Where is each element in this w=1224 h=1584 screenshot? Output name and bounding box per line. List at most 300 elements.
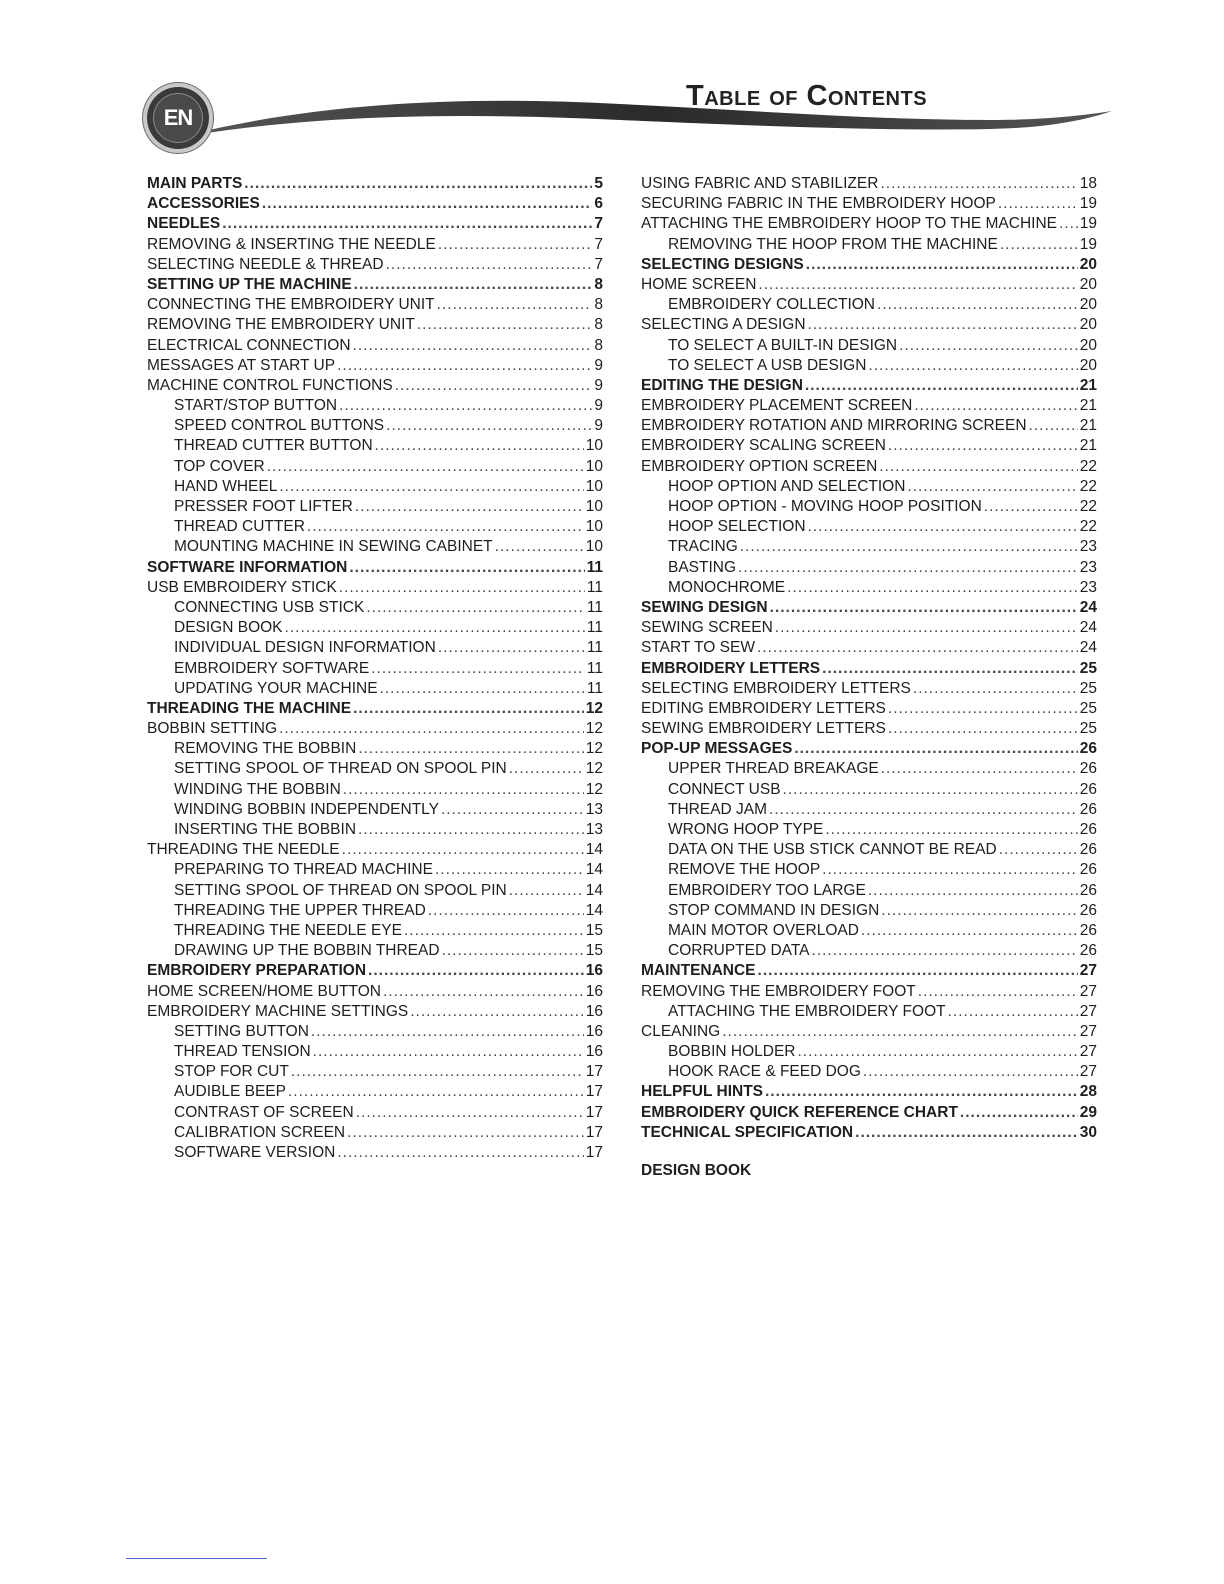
dot-leader bbox=[913, 680, 1078, 698]
toc-entry[interactable] bbox=[641, 256, 1097, 276]
toc-entry-title: UPDATING YOUR MACHINE bbox=[174, 679, 378, 697]
toc-entry-title: ELECTRICAL CONNECTION bbox=[147, 336, 351, 354]
toc-entry[interactable] bbox=[147, 518, 603, 538]
toc-entry-page: 11 bbox=[586, 639, 603, 657]
toc-entry-page: 20 bbox=[1079, 356, 1097, 374]
toc-entry-title: HOOK RACE & FEED DOG bbox=[668, 1063, 861, 1081]
toc-entry-page: 26 bbox=[1079, 760, 1097, 778]
toc-entry-title: MAIN PARTS bbox=[147, 175, 243, 192]
dot-leader bbox=[279, 720, 584, 738]
dot-leader bbox=[509, 882, 584, 900]
toc-entry[interactable] bbox=[641, 276, 1097, 296]
toc-entry-page: 29 bbox=[1079, 1103, 1097, 1121]
toc-entry-page: 8 bbox=[594, 316, 603, 334]
toc-entry[interactable] bbox=[641, 1083, 1097, 1103]
toc-entry-title: SEWING EMBROIDERY LETTERS bbox=[641, 720, 886, 738]
toc-entry[interactable] bbox=[147, 256, 603, 276]
dot-leader bbox=[794, 740, 1077, 758]
toc-entry[interactable] bbox=[641, 498, 1097, 518]
toc-entry-title: CONNECTING THE EMBROIDERY UNIT bbox=[147, 296, 435, 314]
toc-entry-title: SPEED CONTROL BUTTONS bbox=[174, 417, 385, 435]
toc-entry[interactable] bbox=[641, 1063, 1097, 1083]
toc-entry[interactable] bbox=[147, 337, 603, 357]
toc-entry-title: BOBBIN SETTING bbox=[147, 720, 278, 738]
dot-leader bbox=[279, 478, 583, 496]
toc-entry-title: DATA ON THE USB STICK CANNOT BE READ bbox=[668, 841, 997, 859]
toc-entry[interactable] bbox=[147, 498, 603, 518]
toc-entry[interactable] bbox=[147, 942, 603, 962]
toc-entry[interactable] bbox=[147, 1104, 603, 1124]
toc-entry-title: SETTING SPOOL OF THREAD ON SPOOL PIN bbox=[174, 760, 507, 778]
toc-entry-page: 14 bbox=[585, 901, 603, 919]
toc-entry[interactable] bbox=[147, 1043, 603, 1063]
dot-leader bbox=[355, 498, 584, 516]
toc-entry-title: POP-UP MESSAGES bbox=[641, 740, 793, 758]
toc-entry[interactable] bbox=[641, 882, 1097, 902]
toc-entry-page: 11 bbox=[586, 659, 603, 677]
toc-entry-title: REMOVING THE BOBBIN bbox=[174, 740, 357, 758]
toc-entry-title: MAINTENANCE bbox=[641, 962, 756, 980]
toc-entry[interactable] bbox=[147, 720, 603, 740]
toc-entry-page: 26 bbox=[1079, 821, 1097, 838]
toc-entry-page: 25 bbox=[1079, 699, 1097, 717]
toc-entry[interactable] bbox=[147, 962, 603, 982]
dot-leader bbox=[438, 639, 585, 657]
toc-entry[interactable] bbox=[641, 821, 1097, 841]
toc-entry-title: EDITING EMBROIDERY LETTERS bbox=[641, 699, 886, 717]
dot-leader bbox=[366, 599, 585, 617]
dot-leader bbox=[808, 518, 1078, 536]
toc-entry-page: 24 bbox=[1079, 619, 1097, 637]
dot-leader bbox=[907, 478, 1077, 496]
toc-entry[interactable] bbox=[147, 902, 603, 922]
toc-entry-title: REMOVE THE HOOP bbox=[668, 861, 821, 879]
dot-leader bbox=[806, 256, 1078, 274]
dot-leader bbox=[347, 1124, 584, 1142]
toc-entry[interactable] bbox=[641, 559, 1097, 579]
dot-leader bbox=[757, 639, 1078, 657]
toc-entry-title: PRESSER FOOT LIFTER bbox=[174, 498, 353, 515]
dot-leader bbox=[395, 377, 593, 395]
toc-entry[interactable] bbox=[641, 215, 1097, 235]
toc-entry[interactable] bbox=[641, 660, 1097, 680]
toc-entry-page: 30 bbox=[1079, 1123, 1097, 1141]
dot-leader bbox=[881, 760, 1078, 778]
dot-leader bbox=[879, 458, 1077, 476]
dot-leader bbox=[822, 660, 1078, 678]
toc-entry-page: 22 bbox=[1079, 518, 1097, 536]
toc-entry-page: 25 bbox=[1079, 679, 1097, 697]
toc-entry-page: 21 bbox=[1079, 397, 1097, 415]
toc-entry-page: 12 bbox=[585, 780, 603, 798]
dot-leader bbox=[812, 942, 1078, 960]
toc-entry-page: 21 bbox=[1079, 376, 1097, 394]
dot-leader bbox=[285, 619, 585, 637]
toc-entry-page: 15 bbox=[585, 921, 603, 939]
dot-leader bbox=[307, 518, 584, 536]
toc-entry-page: 12 bbox=[585, 699, 603, 717]
toc-entry-title: MOUNTING MACHINE IN SEWING CABINET bbox=[174, 538, 493, 556]
toc-entry[interactable] bbox=[147, 215, 603, 235]
toc-entry-page: 17 bbox=[585, 1123, 603, 1141]
dot-leader bbox=[863, 1063, 1078, 1081]
toc-entry[interactable] bbox=[641, 397, 1097, 417]
dot-leader bbox=[428, 902, 584, 920]
toc-entry[interactable] bbox=[147, 397, 603, 417]
toc-entry[interactable] bbox=[641, 1003, 1097, 1023]
toc-entry-title: HELPFUL HINTS bbox=[641, 1083, 763, 1101]
toc-entry[interactable] bbox=[147, 417, 603, 437]
toc-entry[interactable] bbox=[641, 841, 1097, 861]
toc-entry-title: CONNECTING USB STICK bbox=[174, 598, 365, 616]
dot-leader bbox=[984, 498, 1078, 516]
dot-leader bbox=[868, 357, 1077, 375]
toc-entry-title: HAND WHEEL bbox=[174, 477, 278, 495]
toc-entry[interactable] bbox=[147, 660, 603, 680]
toc-entry[interactable] bbox=[641, 1104, 1097, 1124]
dot-leader bbox=[288, 1083, 584, 1101]
toc-entry[interactable] bbox=[147, 700, 603, 720]
dot-leader bbox=[262, 195, 593, 213]
toc-entry-title: TECHNICAL SPECIFICATION bbox=[641, 1123, 854, 1141]
toc-entry-title: EMBROIDERY SOFTWARE bbox=[174, 659, 370, 677]
toc-entry[interactable] bbox=[147, 296, 603, 316]
toc-entry[interactable] bbox=[641, 720, 1097, 740]
toc-entry[interactable] bbox=[147, 740, 603, 760]
footer-rule bbox=[126, 1558, 267, 1559]
toc-entry-title: TO SELECT A BUILT-IN DESIGN bbox=[668, 336, 898, 354]
toc-entry[interactable] bbox=[641, 760, 1097, 780]
dot-leader bbox=[948, 1003, 1078, 1021]
dot-leader bbox=[722, 1023, 1078, 1041]
toc-entry[interactable] bbox=[147, 478, 603, 498]
toc-entry-design-book[interactable] bbox=[641, 1162, 1097, 1182]
toc-entry[interactable] bbox=[641, 1023, 1097, 1043]
toc-entry-title: HOME SCREEN bbox=[641, 275, 757, 293]
dot-leader bbox=[740, 538, 1078, 556]
toc-entry-page: 26 bbox=[1079, 921, 1097, 939]
toc-entry[interactable] bbox=[641, 579, 1097, 599]
dot-leader bbox=[808, 316, 1078, 334]
toc-entry-title: THREADING THE NEEDLE EYE bbox=[174, 921, 402, 939]
toc-entry[interactable] bbox=[147, 983, 603, 1003]
toc-entry-title: THREAD TENSION bbox=[174, 1043, 311, 1061]
toc-entry-page: 19 bbox=[1079, 215, 1097, 233]
toc-entry-page: 11 bbox=[586, 619, 603, 637]
toc-entry[interactable] bbox=[641, 518, 1097, 538]
toc-entry[interactable] bbox=[147, 801, 603, 821]
toc-entry[interactable] bbox=[641, 680, 1097, 700]
toc-entry[interactable] bbox=[147, 357, 603, 377]
dot-leader bbox=[758, 276, 1077, 294]
toc-entry[interactable] bbox=[641, 377, 1097, 397]
toc-entry-title: REMOVING & INSERTING THE NEEDLE bbox=[147, 235, 436, 253]
dot-leader bbox=[769, 801, 1078, 819]
dot-leader bbox=[354, 276, 593, 294]
toc-entry[interactable] bbox=[147, 821, 603, 841]
toc-entry[interactable] bbox=[641, 195, 1097, 215]
toc-entry-title: UPPER THREAD BREAKAGE bbox=[668, 760, 879, 778]
dot-leader bbox=[960, 1104, 1078, 1122]
toc-entry[interactable] bbox=[147, 195, 603, 215]
dot-leader bbox=[358, 821, 584, 839]
toc-entry[interactable] bbox=[641, 781, 1097, 801]
toc-entry[interactable] bbox=[641, 801, 1097, 821]
dot-leader bbox=[888, 700, 1078, 718]
toc-entry-page: 8 bbox=[594, 275, 603, 293]
toc-entry-page: 22 bbox=[1079, 457, 1097, 475]
dot-leader bbox=[244, 175, 592, 193]
toc-entry-title: BASTING bbox=[668, 558, 737, 576]
toc-entry-page: 20 bbox=[1079, 336, 1097, 354]
dot-leader bbox=[888, 437, 1078, 455]
toc-entry-page: 26 bbox=[1079, 740, 1097, 758]
toc-entry[interactable] bbox=[641, 962, 1097, 982]
toc-entry[interactable] bbox=[147, 841, 603, 861]
toc-entry[interactable] bbox=[641, 902, 1097, 922]
toc-entry-title: EMBROIDERY QUICK REFERENCE CHART bbox=[641, 1103, 958, 1121]
dot-leader bbox=[509, 760, 584, 778]
toc-entry-title: SETTING BUTTON bbox=[174, 1022, 309, 1040]
toc-entry-page: 14 bbox=[585, 881, 603, 899]
toc-entry-title: CALIBRATION SCREEN bbox=[174, 1123, 346, 1141]
toc-entry-title: DESIGN BOOK bbox=[174, 619, 283, 637]
dot-leader bbox=[349, 559, 584, 577]
toc-entry-page: 23 bbox=[1079, 558, 1097, 576]
toc-entry[interactable] bbox=[641, 236, 1097, 256]
dot-leader bbox=[442, 942, 584, 960]
toc-entry[interactable] bbox=[147, 579, 603, 599]
toc-entry-title: THREADING THE UPPER THREAD bbox=[174, 901, 426, 919]
toc-entry-page: 27 bbox=[1079, 1002, 1097, 1020]
dot-leader bbox=[998, 195, 1078, 213]
toc-entry[interactable] bbox=[147, 276, 603, 296]
toc-entry[interactable] bbox=[147, 316, 603, 336]
toc-entry[interactable] bbox=[147, 437, 603, 457]
toc-entry-title: WINDING THE BOBBIN bbox=[174, 780, 341, 798]
toc-entry-page: 23 bbox=[1079, 538, 1097, 556]
toc-entry-title: THREAD JAM bbox=[668, 800, 768, 818]
language-badge bbox=[147, 87, 209, 149]
toc-entry-title: STOP FOR CUT bbox=[174, 1063, 289, 1081]
dot-leader bbox=[999, 841, 1078, 859]
toc-entry-page: 19 bbox=[1079, 235, 1097, 253]
toc-entry-page: 12 bbox=[585, 720, 603, 738]
toc-entry[interactable] bbox=[147, 1023, 603, 1043]
toc-entry[interactable] bbox=[147, 236, 603, 256]
dot-leader bbox=[311, 1023, 584, 1041]
toc-entry-page: 28 bbox=[1079, 1083, 1097, 1101]
dot-leader bbox=[375, 437, 584, 455]
toc-entry-title: REMOVING THE EMBROIDERY FOOT bbox=[641, 982, 916, 1000]
toc-entry-page: 13 bbox=[585, 800, 603, 818]
toc-entry-title: EMBROIDERY PREPARATION bbox=[147, 962, 367, 980]
dot-leader bbox=[371, 660, 585, 678]
toc-entry[interactable] bbox=[641, 538, 1097, 558]
toc-entry-title: ACCESSORIES bbox=[147, 195, 260, 213]
toc-entry-title: WRONG HOOP TYPE bbox=[668, 821, 824, 838]
toc-entry-title: CONTRAST OF SCREEN bbox=[174, 1103, 354, 1121]
toc-entry-page: 20 bbox=[1079, 255, 1097, 273]
toc-entry[interactable] bbox=[641, 983, 1097, 1003]
toc-entry-title: MACHINE CONTROL FUNCTIONS bbox=[147, 376, 393, 394]
toc-entry[interactable] bbox=[641, 922, 1097, 942]
toc-entry-title: EMBROIDERY LETTERS bbox=[641, 659, 821, 677]
toc-entry-page: 24 bbox=[1079, 598, 1097, 616]
toc-entry-page: 9 bbox=[594, 376, 603, 394]
toc-entry-page: 26 bbox=[1079, 861, 1097, 879]
toc-entry-page: 14 bbox=[585, 841, 603, 859]
toc-entry-page: 11 bbox=[586, 558, 603, 576]
dot-leader bbox=[337, 357, 592, 375]
toc-entry[interactable] bbox=[147, 559, 603, 579]
toc-entry[interactable] bbox=[641, 458, 1097, 478]
toc-entry[interactable] bbox=[147, 760, 603, 780]
toc-entry[interactable] bbox=[147, 619, 603, 639]
toc-entry-title: SECURING FABRIC IN THE EMBROIDERY HOOP bbox=[641, 195, 996, 213]
toc-entry-title: REMOVING THE HOOP FROM THE MACHINE bbox=[668, 235, 998, 253]
toc-entry[interactable] bbox=[641, 1043, 1097, 1063]
spacer bbox=[641, 1144, 1097, 1162]
toc-entry[interactable] bbox=[147, 882, 603, 902]
toc-entry-page: 9 bbox=[594, 397, 603, 415]
toc-entry[interactable] bbox=[147, 781, 603, 801]
toc-entry-title: WINDING BOBBIN INDEPENDENTLY bbox=[174, 800, 439, 818]
toc-entry-title: AUDIBLE BEEP bbox=[174, 1083, 286, 1101]
toc-entry[interactable] bbox=[147, 599, 603, 619]
toc-entry-title: THREAD CUTTER BUTTON bbox=[174, 437, 373, 455]
toc-entry[interactable] bbox=[147, 1144, 603, 1164]
toc-entry-page: 8 bbox=[594, 336, 603, 354]
toc-entry[interactable] bbox=[641, 175, 1097, 195]
toc-entry-title: EMBROIDERY TOO LARGE bbox=[668, 881, 866, 899]
toc-entry-page: 11 bbox=[586, 598, 603, 616]
toc-entry-page: 12 bbox=[585, 760, 603, 778]
toc-entry-title: REMOVING THE EMBROIDERY UNIT bbox=[147, 316, 415, 334]
page-title: Table of Contents bbox=[686, 80, 928, 112]
dot-leader bbox=[441, 801, 584, 819]
toc-entry[interactable] bbox=[147, 861, 603, 881]
toc-entry-page: 20 bbox=[1079, 275, 1097, 293]
toc-entry[interactable] bbox=[641, 599, 1097, 619]
dot-leader bbox=[880, 175, 1077, 193]
toc-entry[interactable] bbox=[147, 458, 603, 478]
toc-entry-title: ATTACHING THE EMBROIDERY FOOT bbox=[668, 1002, 946, 1020]
toc-entry[interactable] bbox=[147, 1083, 603, 1103]
toc-entry-page: 17 bbox=[585, 1144, 603, 1161]
toc-entry[interactable] bbox=[147, 175, 603, 195]
toc-entry-title: START TO SEW bbox=[641, 639, 755, 657]
toc-entry-title: START/STOP BUTTON bbox=[174, 397, 338, 415]
dot-leader bbox=[888, 720, 1078, 738]
dot-leader bbox=[868, 882, 1078, 900]
toc-entry-title: THREADING THE MACHINE bbox=[147, 699, 352, 717]
toc-entry-page: 17 bbox=[585, 1103, 603, 1121]
toc-entry-page: 10 bbox=[585, 538, 603, 556]
dot-leader bbox=[435, 861, 584, 879]
dot-leader bbox=[356, 1104, 584, 1122]
toc-entry-page: 16 bbox=[585, 962, 603, 980]
dot-leader bbox=[437, 296, 593, 314]
toc-entry-page: 18 bbox=[1079, 175, 1097, 192]
toc-entry[interactable] bbox=[641, 437, 1097, 457]
toc-entry-page: 23 bbox=[1079, 578, 1097, 596]
toc-entry-page: 9 bbox=[594, 417, 603, 435]
toc-entry[interactable] bbox=[641, 417, 1097, 437]
dot-leader bbox=[1029, 417, 1078, 435]
toc-entry-page: 26 bbox=[1079, 780, 1097, 798]
toc-entry[interactable] bbox=[147, 1124, 603, 1144]
toc-entry-title: HOOP OPTION - MOVING HOOP POSITION bbox=[668, 498, 982, 515]
dot-leader bbox=[386, 256, 593, 274]
toc-entry[interactable] bbox=[147, 680, 603, 700]
toc-entry[interactable] bbox=[641, 740, 1097, 760]
toc-entry-title: DRAWING UP THE BOBBIN THREAD bbox=[174, 942, 440, 960]
dot-leader bbox=[342, 841, 584, 859]
dot-leader bbox=[380, 680, 585, 698]
toc-entry-title: THREAD CUTTER bbox=[174, 518, 305, 536]
toc-entry[interactable] bbox=[147, 1063, 603, 1083]
dot-leader bbox=[787, 579, 1078, 597]
toc-entry-page: 25 bbox=[1079, 720, 1097, 738]
toc-entry[interactable] bbox=[147, 922, 603, 942]
dot-leader bbox=[1059, 215, 1078, 233]
dot-leader bbox=[877, 296, 1078, 314]
toc-entry-title: TO SELECT A USB DESIGN bbox=[668, 356, 867, 374]
toc-entry-page: 26 bbox=[1079, 881, 1097, 899]
toc-entry[interactable] bbox=[641, 639, 1097, 659]
toc-entry-title: CLEANING bbox=[641, 1022, 721, 1040]
toc-entry-title: EMBROIDERY OPTION SCREEN bbox=[641, 457, 878, 475]
toc-entry[interactable] bbox=[641, 700, 1097, 720]
toc-entry[interactable] bbox=[641, 316, 1097, 336]
toc-entry-page: 10 bbox=[585, 498, 603, 515]
toc-entry-page: 9 bbox=[594, 356, 603, 374]
dot-leader bbox=[358, 740, 583, 758]
toc-entry[interactable] bbox=[147, 377, 603, 397]
toc-entry-title: NEEDLES bbox=[147, 215, 221, 233]
toc-entry[interactable] bbox=[641, 619, 1097, 639]
toc-entry[interactable] bbox=[147, 538, 603, 558]
toc-entry-page: 22 bbox=[1079, 477, 1097, 495]
toc-entry[interactable] bbox=[641, 478, 1097, 498]
toc-entry[interactable] bbox=[147, 1003, 603, 1023]
toc-entry[interactable] bbox=[147, 639, 603, 659]
dot-leader bbox=[343, 781, 584, 799]
dot-leader bbox=[738, 559, 1078, 577]
toc-entry-page: 12 bbox=[585, 740, 603, 758]
dot-leader bbox=[267, 458, 584, 476]
toc-entry-title: PREPARING TO THREAD MACHINE bbox=[174, 861, 433, 879]
toc-entry[interactable] bbox=[641, 861, 1097, 881]
dot-leader bbox=[339, 397, 592, 415]
toc-entry-page: 25 bbox=[1079, 659, 1097, 677]
dot-leader bbox=[825, 821, 1077, 839]
dot-leader bbox=[914, 397, 1077, 415]
toc-entry[interactable] bbox=[641, 1124, 1097, 1144]
toc-entry-page: 17 bbox=[585, 1063, 603, 1081]
toc-entry-page: 7 bbox=[594, 255, 603, 273]
toc-entry-title: INSERTING THE BOBBIN bbox=[174, 821, 357, 838]
toc-entry-title: MESSAGES AT START UP bbox=[147, 356, 336, 374]
toc-entry[interactable] bbox=[641, 337, 1097, 357]
toc-entry-page: 26 bbox=[1079, 841, 1097, 859]
toc-entry-page: 16 bbox=[585, 1002, 603, 1020]
toc-entry[interactable] bbox=[641, 942, 1097, 962]
dot-leader bbox=[368, 962, 584, 980]
toc-entry[interactable] bbox=[641, 296, 1097, 316]
toc-entry[interactable] bbox=[641, 357, 1097, 377]
